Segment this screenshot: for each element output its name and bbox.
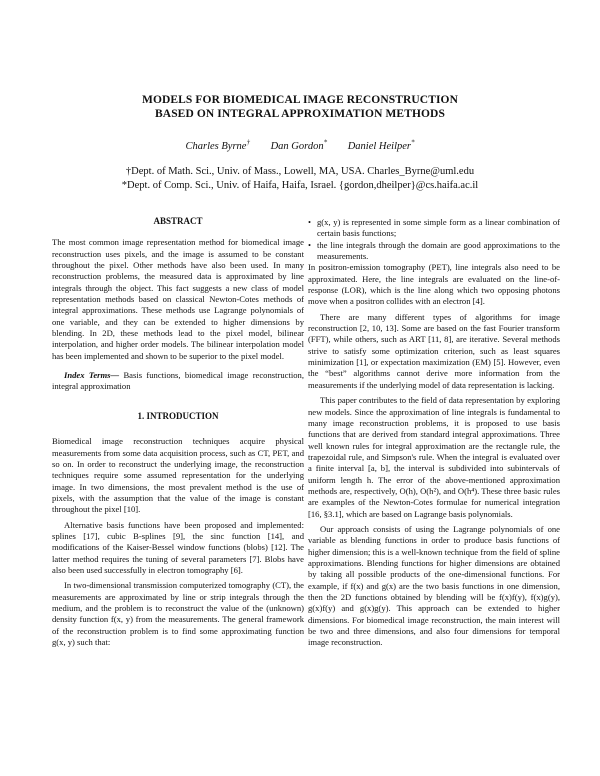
abstract-body: The most common image representation method for biomedical image reconstruction uses pixels, and the image is assumed to be constant throughout the pixel. Other methods have also been used. In many reconstruction problems, the measured data is approximated by line integrals through the object. This fact suggests a new class of model representation methods based on classical Newton-Cotes methods of integral approximations. These methods use Lagrange polynomials of one variable, and they can be extended to higher dimensions by blending. In 2D, these methods lead to the pixel model, bilinear interpolation, and higher order models. The bilinear interpolation model has been implemented and shown to be superior to the pixel model. xyxy=(52,237,304,361)
index-terms-label: Index Terms— xyxy=(64,370,120,381)
index-terms-text: Basis functions, biomedical image reconstruction, integral approximation xyxy=(52,370,305,392)
right-paragraph-2: There are many different types of algorithms for image reconstruction [2, 10, 13]. Some are based on the fast Fourier transform (FFT), while others, such as ART [11, 8], are iterative. Several methods strive to satisfy some optimization criterion, such as least squares minimization [1], or expectation maximization (EM) [5]. However, even the “best” algorithms cannot derive more information from the measurements if the underlying model of data representation is lacking. xyxy=(308,311,560,390)
bullet-dot-icon: • xyxy=(308,239,312,250)
title-line-2: BASED ON INTEGRAL APPROXIMATION METHODS xyxy=(155,108,445,120)
intro-paragraph-1: Biomedical image reconstruction techniques acquire physical measurements from some data acquisition process, such as CT, PET, and so on. In order to reconstruct the underlying image, the reconstruction techniques require some assumed representation for the underlying image. In two dimensions, the most prevalent method is the use of pixels, with the assumption that the value of the image is constant throughout the pixel [10]. xyxy=(52,436,304,515)
left-column xyxy=(52,216,304,648)
intro-heading: 1. INTRODUCTION xyxy=(137,410,219,421)
affiliation-1: †Dept. of Math. Sci., Univ. of Mass., Lowell, MA, USA. Charles_Byrne@uml.edu xyxy=(125,166,475,177)
index-terms xyxy=(52,370,304,393)
right-paragraph-1: In positron-emission tomography (PET), line integrals also need to be approximated. Here, the line integrals are evaluated on the line-of-response (LOR), which is the line along which two opposing photons move when a positron collides with an electron [4]. xyxy=(308,262,560,307)
right-paragraph-3: This paper contributes to the field of data representation by exploring new models. Since the approximation of line integrals is fundamental to many image reconstruction problems, it is proposed to use basis functions that are derived from standard integral approximations. Three well known rules for integral approximation are the rectangle rule, the trapezoidal rule, and Simpson's rule. When the integral is evaluated over a finite interval [a, b], the interval is subdivided into subintervals of uniform length h. The error of the above-mentioned approximation methods are, respectively, O(h), O(h²), and O(h⁴). These three basic rules are examples of the Newton-Cotes formulae for numerical integration [16, §3.1], which are based on Lagrange basis polynomials. xyxy=(308,395,560,519)
intro-paragraph-2: Alternative basis functions have been proposed and implemented: splines [17], cubic B-splines [9], the sinc function [14], and modifications of the Kaiser-Bessel window functions (blobs) [12]. The latter method requires the tuning of several parameters [7]. Blobs have also been used successfully in electron tomography [6]. xyxy=(52,519,304,575)
abstract-heading: ABSTRACT xyxy=(153,216,203,226)
bullet-item-1: • g(x, y) is represented in some simple form as a linear combination of certain basis functions; xyxy=(308,217,560,239)
right-paragraph-4: Our approach consists of using the Lagrange polynomials of one variable as blending functions in order to produce basis functions of higher dimension; this is a well-known technique from the field of spline approximations. Blending functions for higher dimensions are obtained by taking all possible products of the one-dimensional functions. For example, if f(x) and g(x) are the two basis functions in one dimension, then the 2D functions obtained by blending will be f(x)f(y), f(x)g(y), g(x)f(y) and g(x)g(y). This approach can be extended to higher dimensions. For biomedical image reconstruction, the main interest will be two and three dimensions, and also four dimensions for temporal image reconstruction. xyxy=(308,523,560,648)
author-3: Daniel Heilper* xyxy=(347,138,415,152)
author-2: Dan Gordon* xyxy=(270,138,328,152)
bullet-dot-icon: • xyxy=(308,217,312,227)
intro-paragraph-3: In two-dimensional transmission computerized tomography (CT), the measurements are approximated by line or strip integrals through the medium, and the problem is to reconstruct the value of the (unknown) density function f(x, y) from the measurements. The general framework of the reconstruction problem is to find some approximating function g(x, y) such that: xyxy=(52,580,304,647)
right-column xyxy=(308,217,560,649)
bullet-item-2: • the line integrals through the domain are good approximations to the measurements. xyxy=(308,239,560,262)
title-line-1: MODELS FOR BIOMEDICAL IMAGE RECONSTRUCTION xyxy=(141,94,458,106)
affiliations xyxy=(0,165,600,193)
affiliation-2: *Dept. of Comp. Sci., Univ. of Haifa, Haifa, Israel. {gordon,dheilper}@cs.haifa.ac.il xyxy=(121,180,479,191)
author-1: Charles Byrne† xyxy=(185,138,250,152)
author-list xyxy=(0,136,600,153)
paper-title xyxy=(0,93,600,121)
